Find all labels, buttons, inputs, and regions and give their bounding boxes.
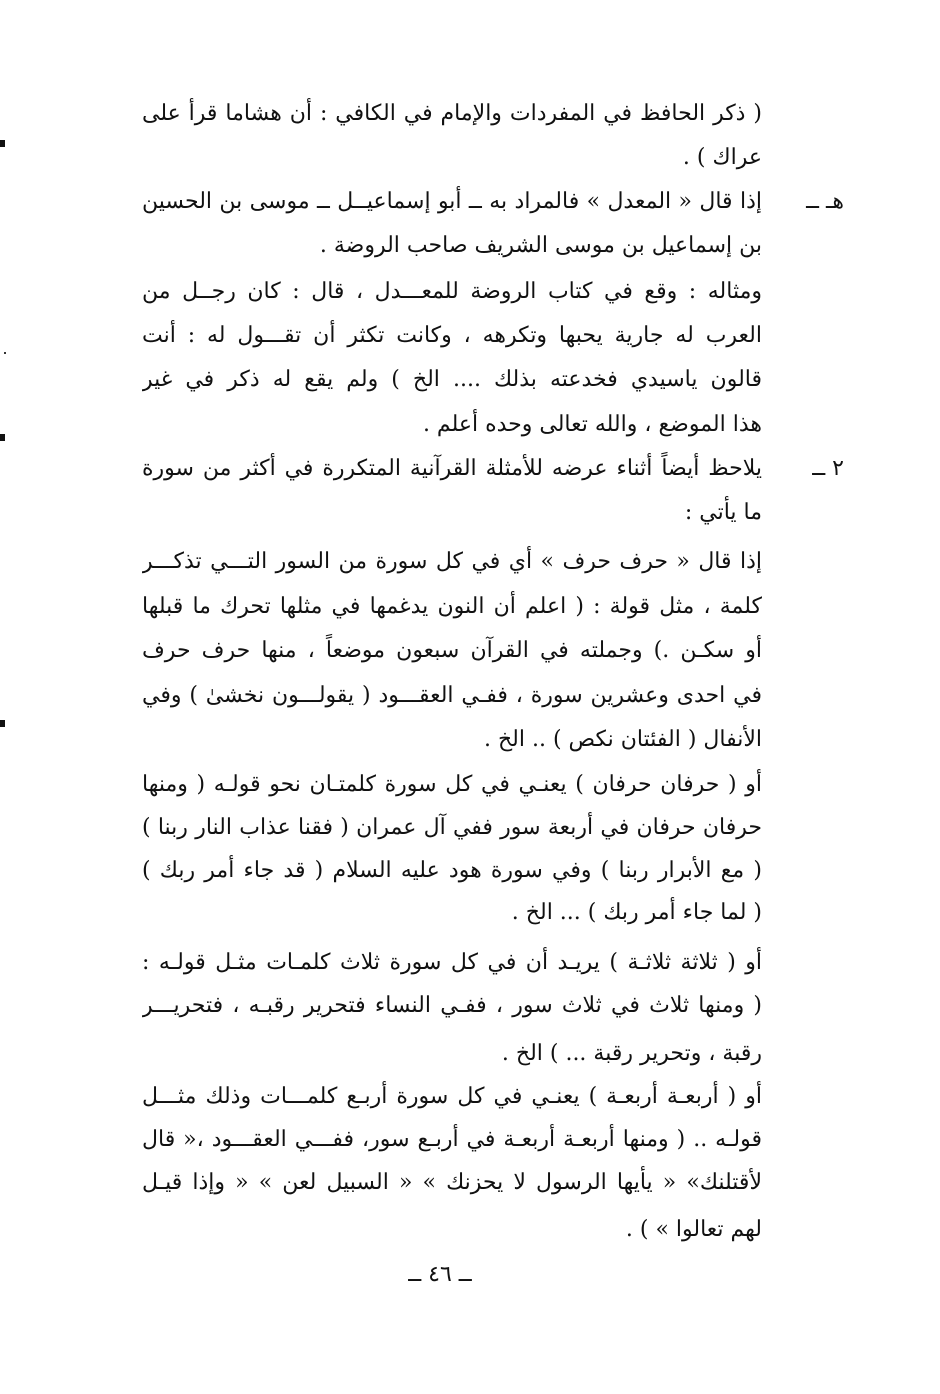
text-line: أو ( أربعـة أربعـة ) يعنـي في كل سورة أربـع كلمـــات وذلك مثـــل xyxy=(142,1084,762,1109)
item-marker-two: ٢ ــ xyxy=(812,456,844,481)
text-line: ما يأتي : xyxy=(684,500,762,525)
text-line: كلمة ، مثل قولة : ( اعلم أن النون يدغمها في مثلها تحرك ما قبلها xyxy=(142,594,762,619)
text-line: الأنفال ( الفئتان نكص ) .. الخ . xyxy=(483,727,762,752)
text-line: يلاحظ أيضاً أثناء عرضه للأمثلة القرآنية المتكررة في أكثر من سورة xyxy=(142,456,762,481)
text-line: قالون ياسيدي فخدعته بذلك .... الخ ) ولم يقع له ذكر في غير xyxy=(142,367,762,392)
text-line: إذا قال « حرف حرف » أي في كل سورة من السور التـــي تذكـــر xyxy=(142,549,762,574)
text-line: هذا الموضع ، والله تعالى وحده أعلم . xyxy=(422,412,762,437)
text-line: رقبة ، وتحرير رقبة ... ) الخ . xyxy=(501,1041,762,1066)
text-line: بن إسماعيل بن موسى الشريف صاحب الروضة . xyxy=(319,233,762,258)
text-line: لهم تعالوا » ) . xyxy=(625,1217,762,1242)
text-line: ( مع الأبرار ربنا ) وفي سورة هود عليه السلام ( قد جاء أمر ربك ) xyxy=(142,858,762,883)
page-number: ــ ٤٦ ــ xyxy=(408,1262,472,1287)
text-line: ( ذكر الحافظ في المفردات والإمام في الكافي : أن هشاما قرأ على xyxy=(142,101,762,126)
text-line: حرفان حرفان في أربعة سور ففي آل عمران ( فقنا عذاب النار ربنا ) xyxy=(142,815,762,840)
text-line: في احدى وعشرين سورة ، ففـي العقـــود ( يقولـــون نخشىٰ ) وفي xyxy=(142,683,762,708)
text-line: عراك ) . xyxy=(682,145,762,170)
text-line: ( لما جاء أمر ربك ) ... الخ . xyxy=(511,900,762,925)
text-line: ومثاله : وقع في كتاب الروضة للمعـــدل ، قال : كان رجــل من xyxy=(142,279,762,304)
text-line: إذا قال « المعدل » فالمراد به ــ أبو إسماعيــل ــ موسى بن الحسين xyxy=(142,189,762,214)
text-line: العرب له جارية يحبها وتكرهه ، وكانت تكثر أن تقـــول له : أنت xyxy=(142,323,762,348)
text-line: قولـه .. ( ومنها أربعـة أربعـة في أربـع سور، ففـــي العقـــود ،« قال xyxy=(142,1127,762,1152)
item-marker-ha: هـ ــ xyxy=(806,189,844,214)
text-line: أو ( حرفان حرفان ) يعنـي في كل سورة كلمتـان نحو قولـه ( ومنها xyxy=(142,772,762,797)
text-line: أو سكـن .) وجملته في القرآن سبعون موضعاً ، منها حرف حرف xyxy=(142,638,762,663)
scan-edge-mark xyxy=(0,140,5,147)
scan-edge-mark xyxy=(0,720,5,727)
text-line: ( ومنها ثلاث في ثلاث سور ، ففـي النساء فتحرير رقبـه ، فتحريـــر xyxy=(142,993,762,1018)
scan-edge-mark xyxy=(0,434,5,441)
text-line: لأقتلنك» « يأيها الرسول لا يحزنك » « السبيل لعن » « وإذا قيـل xyxy=(142,1170,762,1195)
text-line: أو ( ثلاثة ثلاثـة ) يريـد أن في كل سورة ثلاث كلمـات مثـل قولـه : xyxy=(142,950,762,975)
scan-edge-dot xyxy=(4,352,6,354)
